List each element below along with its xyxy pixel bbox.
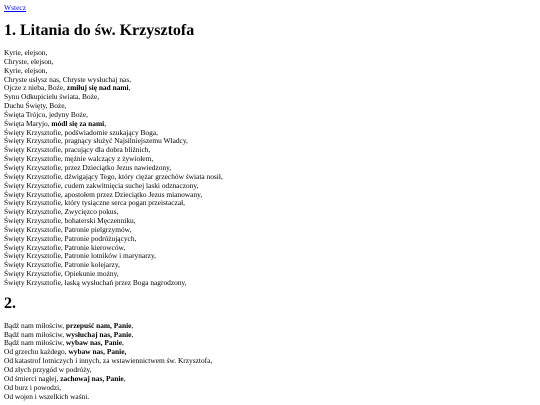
verse-text: Święty Krzysztofie, cudem zakwitnięcia suchej laski odznaczony, bbox=[4, 180, 199, 190]
verse-text: Bądź nam miłościw, bbox=[4, 320, 66, 330]
verse-text: Święty Krzysztofie, mężnie walczący z żywiołem, bbox=[4, 154, 154, 164]
verse-text: Od burz i powodzi, bbox=[4, 382, 62, 392]
verse-line bbox=[4, 49, 536, 58]
verse-response: wysłuchaj nas, Panie bbox=[65, 329, 132, 339]
verse-text: Od śmierci nagłej, bbox=[4, 373, 61, 383]
litany-verses-section-2 bbox=[4, 322, 536, 402]
verse-line bbox=[4, 375, 536, 384]
verse-text: Święty Krzysztofie, pracujący dla dobra bliźnich, bbox=[4, 145, 151, 155]
verse-response: zachowaj nas, Panie bbox=[60, 373, 124, 383]
verse-text: Ojcze z nieba, Boże, bbox=[4, 83, 67, 93]
verse-text: Święty Krzysztofie, Patronie podróżujących, bbox=[4, 233, 137, 243]
verse-response: przepuść nam, Panie bbox=[65, 320, 132, 330]
verse-text: Święty Krzysztofie, łaską wysłuchań przez Boga nagrodzony, bbox=[4, 277, 187, 287]
section-2-heading: 2. bbox=[4, 294, 16, 312]
verse-text: Od katastrof lotniczych i innych, za wstawiennictwem św. Krzysztofa, bbox=[4, 356, 213, 366]
verse-line bbox=[4, 93, 536, 102]
verse-text: Święty Krzysztofie, pragnący służyć Najsilniejszemu Władcy, bbox=[4, 136, 188, 146]
verse-text: Święty Krzysztofie, przez Dzieciątko Jezus nawiedzony, bbox=[4, 162, 172, 172]
verse-text: Kyrie, elejson, bbox=[4, 48, 48, 57]
verse-response: zmiłuj się nad nami bbox=[66, 83, 129, 93]
verse-response: wybaw nas, Panie, bbox=[68, 347, 127, 357]
verse-text: Święty Krzysztofie, Patronie lotników i marynarzy, bbox=[4, 251, 157, 261]
verse-line bbox=[4, 58, 536, 67]
verse-text: Święty Krzysztofie, dźwigający Tego, który ciężar grzechów świata nosił, bbox=[4, 171, 223, 181]
verse-text: Święty Krzysztofie, Zwycięzco pokus, bbox=[4, 207, 119, 217]
verse-line bbox=[4, 393, 536, 402]
verse-text: Chryste usłysz nas, Chryste wysłuchaj nas, bbox=[4, 74, 132, 84]
verse-punctuation: , bbox=[123, 373, 126, 383]
verse-text: Święta Maryjo, bbox=[4, 118, 52, 128]
verse-punctuation: , bbox=[121, 338, 124, 348]
verse-punctuation: , bbox=[131, 320, 134, 330]
verse-text: Duchu Święty, Boże, bbox=[4, 101, 67, 111]
verse-text: Święty Krzysztofie, podświadomie szukający Boga, bbox=[4, 127, 158, 137]
verse-text: Święty Krzysztofie, Patronie kolejarzy, bbox=[4, 260, 120, 270]
verse-punctuation: , bbox=[104, 118, 107, 128]
verse-text: Święty Krzysztofie, Patronie kierowców, bbox=[4, 242, 126, 252]
verse-text: Święty Krzysztofie, bohaterski Męczenniku, bbox=[4, 216, 136, 226]
verse-punctuation: , bbox=[131, 329, 134, 339]
verse-text: Święty Krzysztofie, apostołem przez Dzieciątko Jezus mianowany, bbox=[4, 189, 203, 199]
section-1-heading: 1. Litania do św. Krzysztofa bbox=[4, 22, 195, 39]
back-link[interactable]: Wstecz bbox=[4, 3, 27, 12]
verse-text: Święty Krzysztofie, Opiekunie możny, bbox=[4, 269, 119, 279]
verse-text: Od złych przygód w podróży, bbox=[4, 365, 92, 374]
verse-text: Chryste, elejson, bbox=[4, 56, 54, 66]
verse-text: Święty Krzysztofie, Patronie pielgrzymów, bbox=[4, 224, 132, 234]
verse-text: Święta Trójco, jedyny Boże, bbox=[4, 109, 88, 119]
verse-text: Synu Odkupicielu świata, Boże, bbox=[4, 92, 100, 102]
verse-text: Od grzechu każdego, bbox=[4, 347, 69, 357]
litany-verses-section-1 bbox=[4, 49, 536, 288]
verse-text: Bądź nam miłościw, bbox=[4, 329, 66, 339]
verse-text: Bądź nam miłościw, bbox=[4, 338, 66, 348]
verse-response: wybaw nas, Panie bbox=[65, 338, 122, 348]
verse-text: Kyrie, elejson, bbox=[4, 65, 48, 75]
verse-text: Od wojen i wszelkich waśni. bbox=[4, 391, 90, 401]
verse-punctuation: , bbox=[128, 83, 131, 93]
verse-response: módl się za nami bbox=[51, 118, 105, 128]
verse-line bbox=[4, 279, 536, 288]
verse-text: Święty Krzysztofie, który tysiączne serca pogan przeistaczał, bbox=[4, 198, 185, 208]
